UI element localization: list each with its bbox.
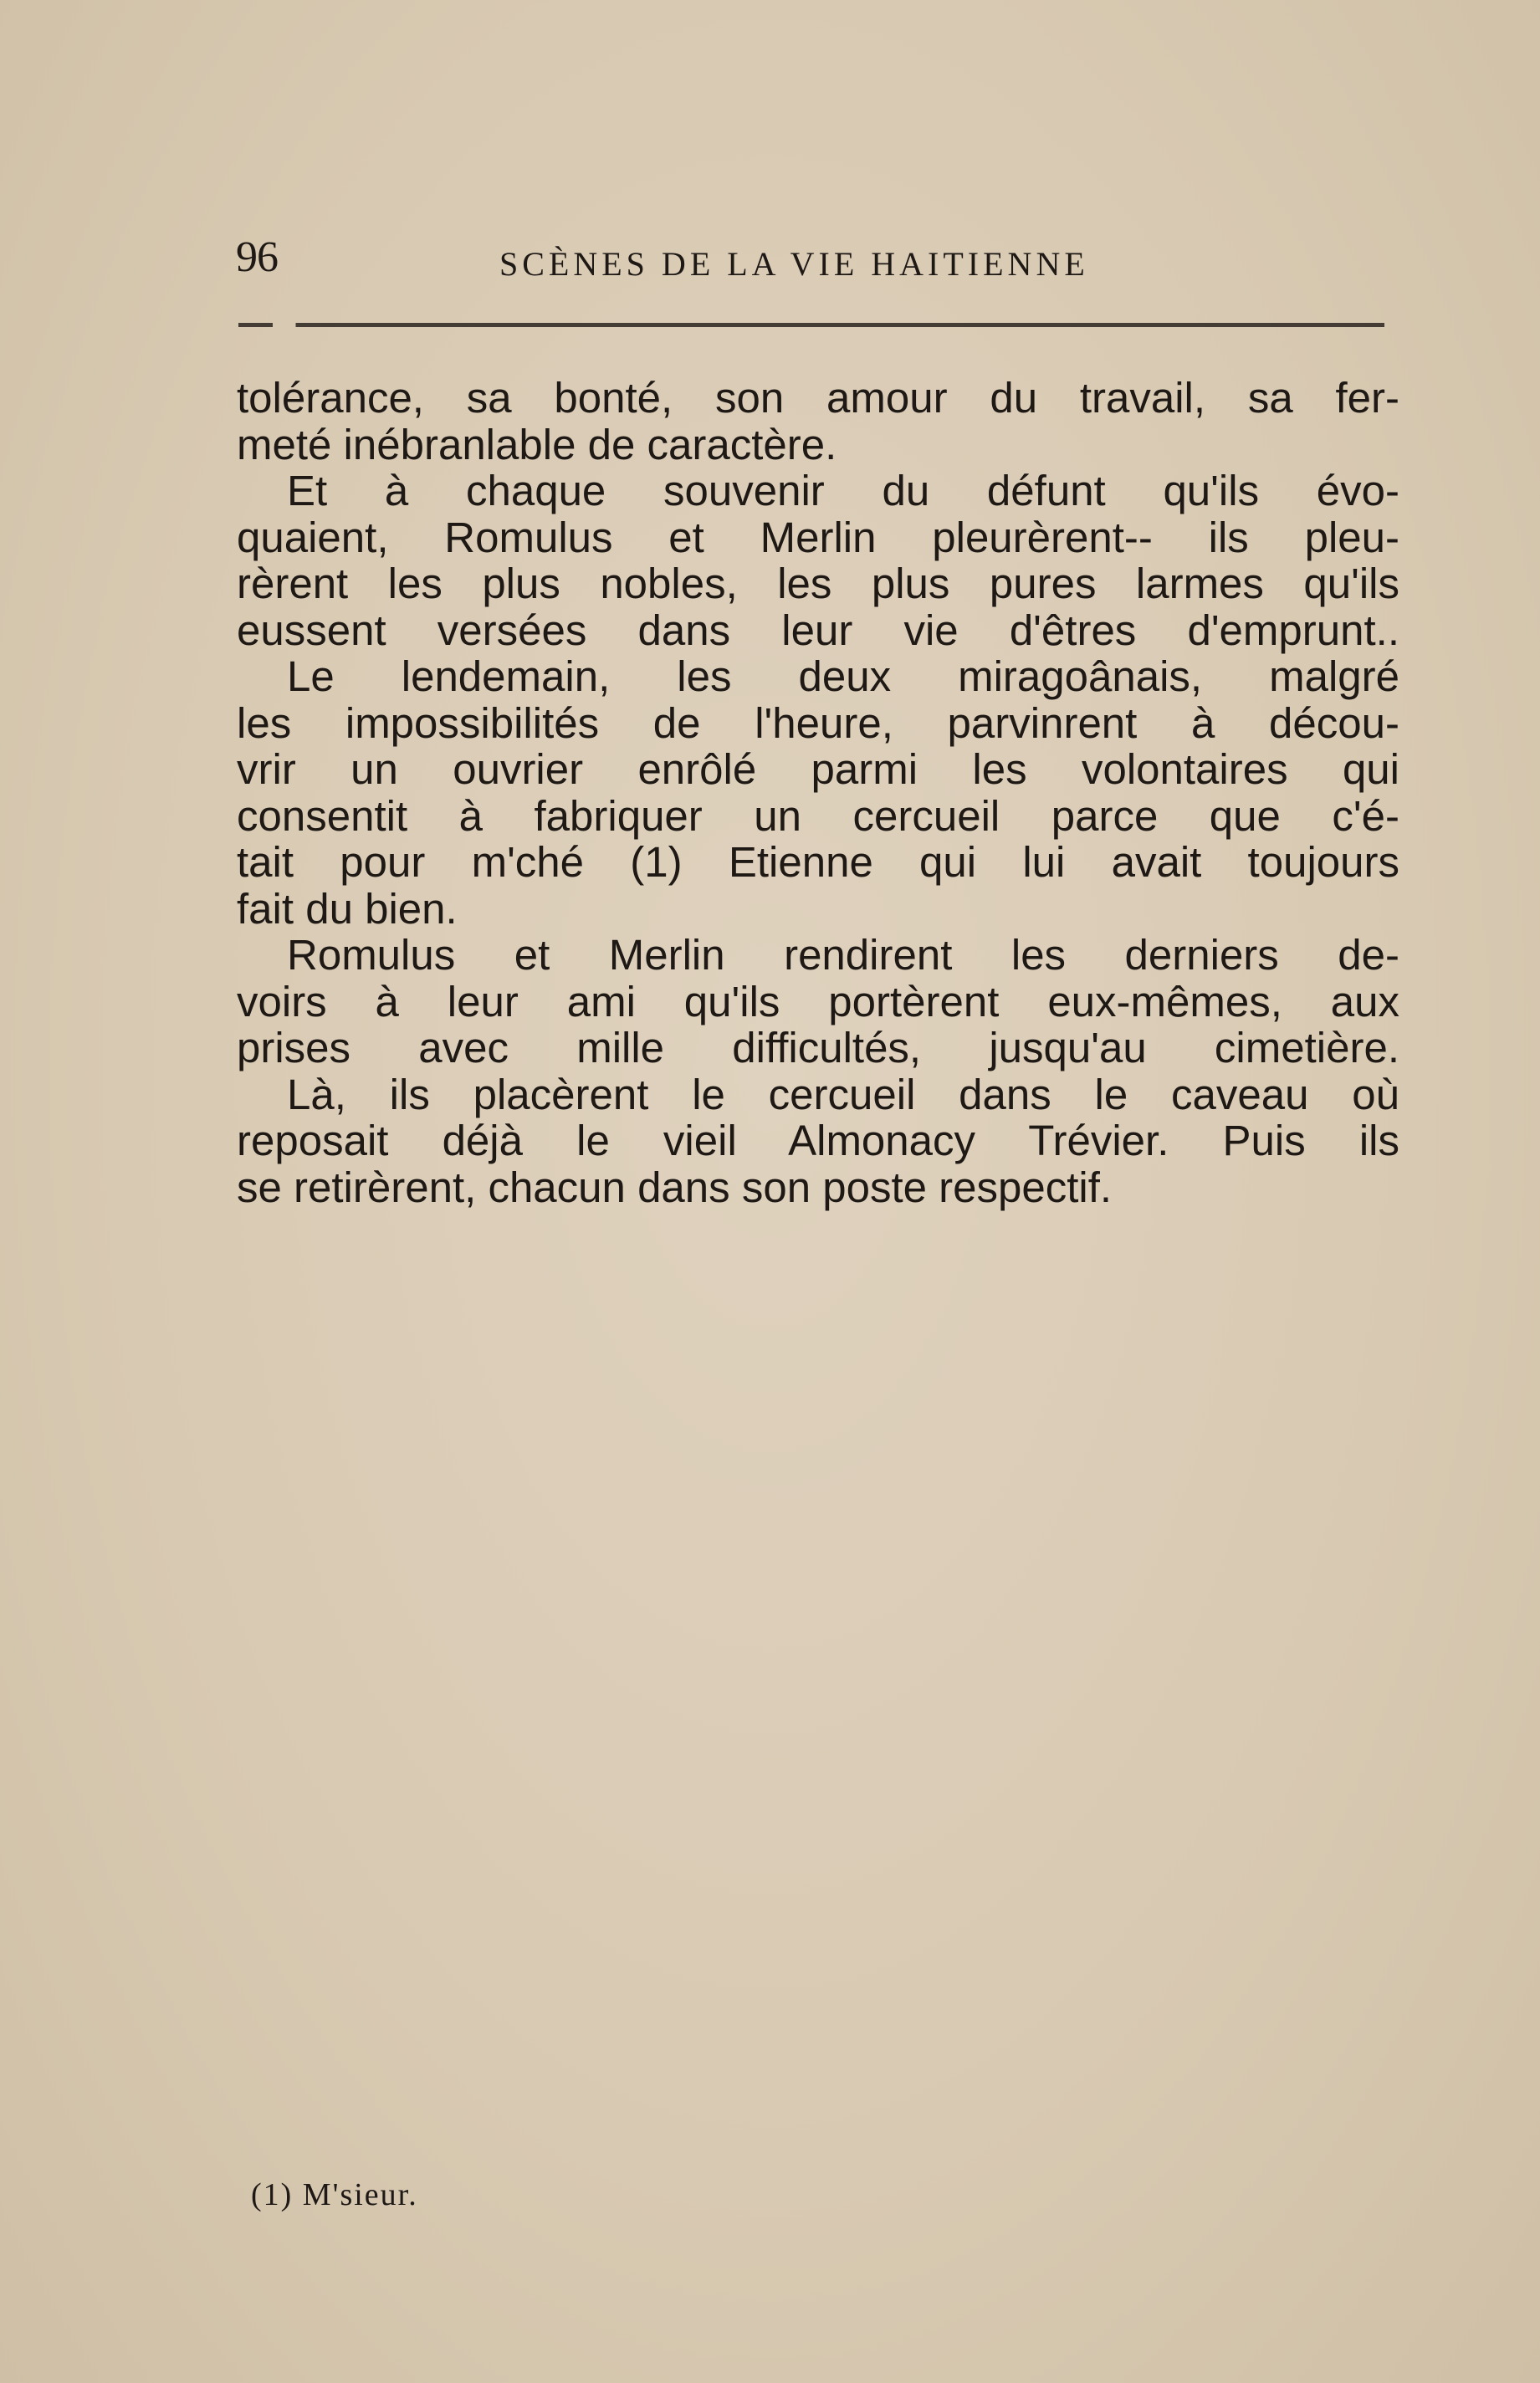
text-line: eussent versées dans leur vie d'êtres d'emprunt.. xyxy=(237,606,1399,654)
text-line: rèrent les plus nobles, les plus pures larmes qu'ils xyxy=(237,560,1399,607)
text-line: Le lendemain, les deux miragoânais, malgré xyxy=(287,652,1399,700)
text-line: quaient, Romulus et Merlin pleurèrent-- ils pleu- xyxy=(237,513,1399,561)
text-line: vrir un ouvrier enrôlé parmi les volontaires qui xyxy=(237,745,1399,793)
text-line: se retirèrent, chacun dans son poste respectif. xyxy=(237,1163,1113,1211)
text-line: les impossibilités de l'heure, parvinrent à décou- xyxy=(237,698,1399,747)
page-header xyxy=(236,233,1390,291)
page-number: 96 xyxy=(236,233,278,281)
text-line: fait du bien. xyxy=(237,884,458,933)
text-line: Et à chaque souvenir du défunt qu'ils évo- xyxy=(287,467,1399,514)
text-line: Là, ils placèrent le cercueil dans le caveau où xyxy=(287,1070,1399,1118)
text-line: tolérance, sa bonté, son amour du travail, sa fer- xyxy=(237,374,1399,422)
text-line: meté inébranlable de caractère. xyxy=(237,420,837,468)
text-line: voirs à leur ami qu'ils portèrent eux-mêmes, aux xyxy=(237,977,1399,1025)
text-line: reposait déjà le vieil Almonacy Trévier. Puis ils xyxy=(237,1117,1399,1164)
text-line: Romulus et Merlin rendirent les derniers de- xyxy=(287,931,1399,979)
running-title: SCÈNES DE LA VIE HAITIENNE xyxy=(499,245,1089,283)
text-line: tait pour m'ché (1) Etienne qui lui avait toujours xyxy=(237,838,1399,886)
footnote: (1) M'sieur. xyxy=(251,2177,418,2212)
text-line: consentit à fabriquer un cercueil parce que c'é- xyxy=(237,791,1399,840)
body-text xyxy=(237,375,1399,1210)
text-line: prises avec mille difficultés, jusqu'au cimetière. xyxy=(237,1024,1399,1071)
header-rule xyxy=(238,323,1384,327)
